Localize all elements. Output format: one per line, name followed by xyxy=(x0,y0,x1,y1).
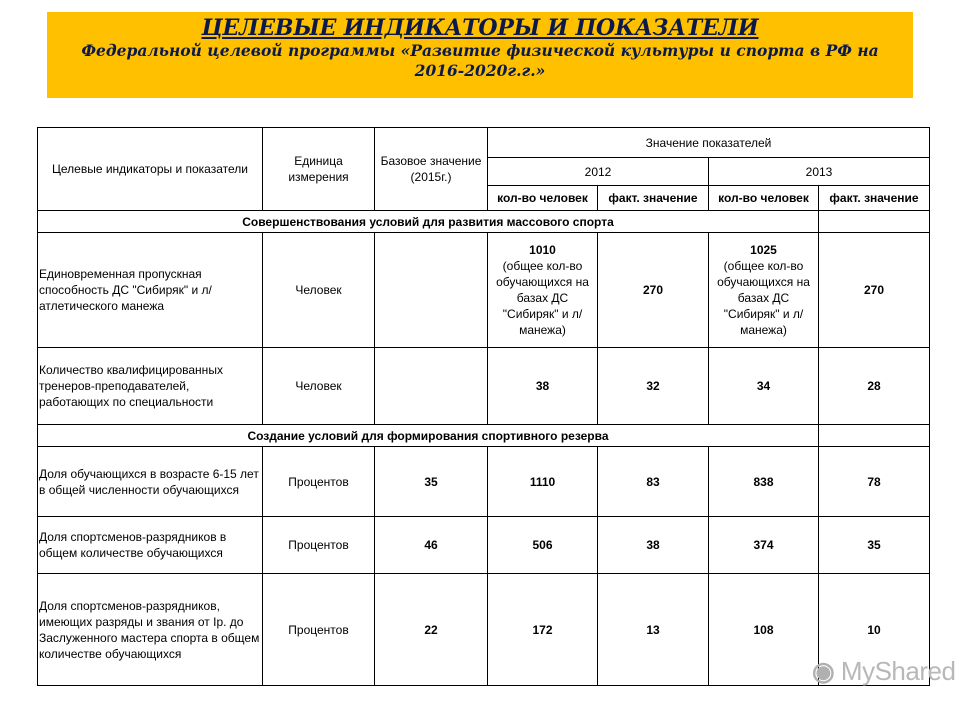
indicators-table xyxy=(37,127,930,686)
row-fact-2012: 13 xyxy=(598,574,709,686)
subheader-people-2013: кол-во человек xyxy=(709,186,819,211)
row-fact-2012: 32 xyxy=(598,348,709,425)
row-fact-2013: 78 xyxy=(819,447,930,517)
row-unit: Человек xyxy=(263,233,375,348)
header-base: Базовое значение (2015г.) xyxy=(375,128,488,211)
subheader-people-2012: кол-во человек xyxy=(488,186,598,211)
row-fact-2012: 38 xyxy=(598,517,709,574)
row-base xyxy=(375,233,488,348)
row-fact-2012: 83 xyxy=(598,447,709,517)
row-indicator: Доля обучающихся в возрасте 6-15 лет в общей численности обучающихся xyxy=(38,447,263,517)
row-unit: Процентов xyxy=(263,517,375,574)
row-people-2013: 34 xyxy=(709,348,819,425)
row-base xyxy=(375,348,488,425)
row-fact-2013: 10 xyxy=(819,574,930,686)
row-people-2012-note: (общее кол-во обучающихся на базах ДС "Сибиряк" и л/манежа) xyxy=(496,259,589,337)
row-base: 35 xyxy=(375,447,488,517)
table-row xyxy=(38,233,930,348)
row-base: 22 xyxy=(375,574,488,686)
row-indicator: Единовременная пропускная способность ДС "Сибиряк" и л/атлетического манежа xyxy=(38,233,263,348)
table-row xyxy=(38,517,930,574)
row-unit: Процентов xyxy=(263,447,375,517)
row-fact-2013: 270 xyxy=(819,233,930,348)
header-unit: Единица измерения xyxy=(263,128,375,211)
watermark xyxy=(812,656,955,687)
page-subtitle: Федеральной целевой программы «Развитие физической культуры и спорта в РФ на 2016-2020г.г.» xyxy=(81,41,879,80)
row-people-2013: 838 xyxy=(709,447,819,517)
row-people-2012-number: 1010 xyxy=(529,243,556,257)
section-mass-sport: Совершенствования условий для развития массового спорта xyxy=(38,211,819,233)
subheader-fact-2012: факт. значение xyxy=(598,186,709,211)
page-title: ЦЕЛЕВЫЕ ИНДИКАТОРЫ И ПОКАЗАТЕЛИ xyxy=(201,15,759,41)
table-row xyxy=(38,574,930,686)
header-year-2013: 2013 xyxy=(709,158,930,186)
section-empty-cell xyxy=(819,211,930,233)
watermark-icon: ◉ xyxy=(812,656,835,686)
watermark-text: MyShared xyxy=(840,656,956,686)
row-unit: Процентов xyxy=(263,574,375,686)
section-empty-cell xyxy=(819,425,930,447)
row-fact-2013: 35 xyxy=(819,517,930,574)
row-indicator: Доля спортсменов-разрядников в общем количестве обучающихся xyxy=(38,517,263,574)
row-indicator: Доля спортсменов-разрядников, имеющих разряды и звания от Iр. до Заслуженного мастера спорта в общем количестве обучающихся xyxy=(38,574,263,686)
row-unit: Человек xyxy=(263,348,375,425)
row-people-2012: 38 xyxy=(488,348,598,425)
header-values: Значение показателей xyxy=(488,128,930,158)
row-fact-2013: 28 xyxy=(819,348,930,425)
row-people-2013-number: 1025 xyxy=(750,243,777,257)
subheader-fact-2013: факт. значение xyxy=(819,186,930,211)
header-year-2012: 2012 xyxy=(488,158,709,186)
row-people-2012 xyxy=(488,233,598,348)
row-people-2012: 172 xyxy=(488,574,598,686)
row-people-2013 xyxy=(709,233,819,348)
row-people-2013-note: (общее кол-во обучающихся на базах ДС "Сибиряк" и л/манежа) xyxy=(717,259,810,337)
row-people-2012: 506 xyxy=(488,517,598,574)
table-row xyxy=(38,447,930,517)
row-people-2013: 374 xyxy=(709,517,819,574)
section-sport-reserve: Создание условий для формирования спортивного резерва xyxy=(38,425,819,447)
row-base: 46 xyxy=(375,517,488,574)
header-indicator: Целевые индикаторы и показатели xyxy=(38,128,263,211)
row-people-2013: 108 xyxy=(709,574,819,686)
title-banner xyxy=(47,12,913,98)
row-people-2012: 1110 xyxy=(488,447,598,517)
row-indicator: Количество квалифицированных тренеров-преподавателей, работающих по специальности xyxy=(38,348,263,425)
table-row xyxy=(38,348,930,425)
row-fact-2012: 270 xyxy=(598,233,709,348)
